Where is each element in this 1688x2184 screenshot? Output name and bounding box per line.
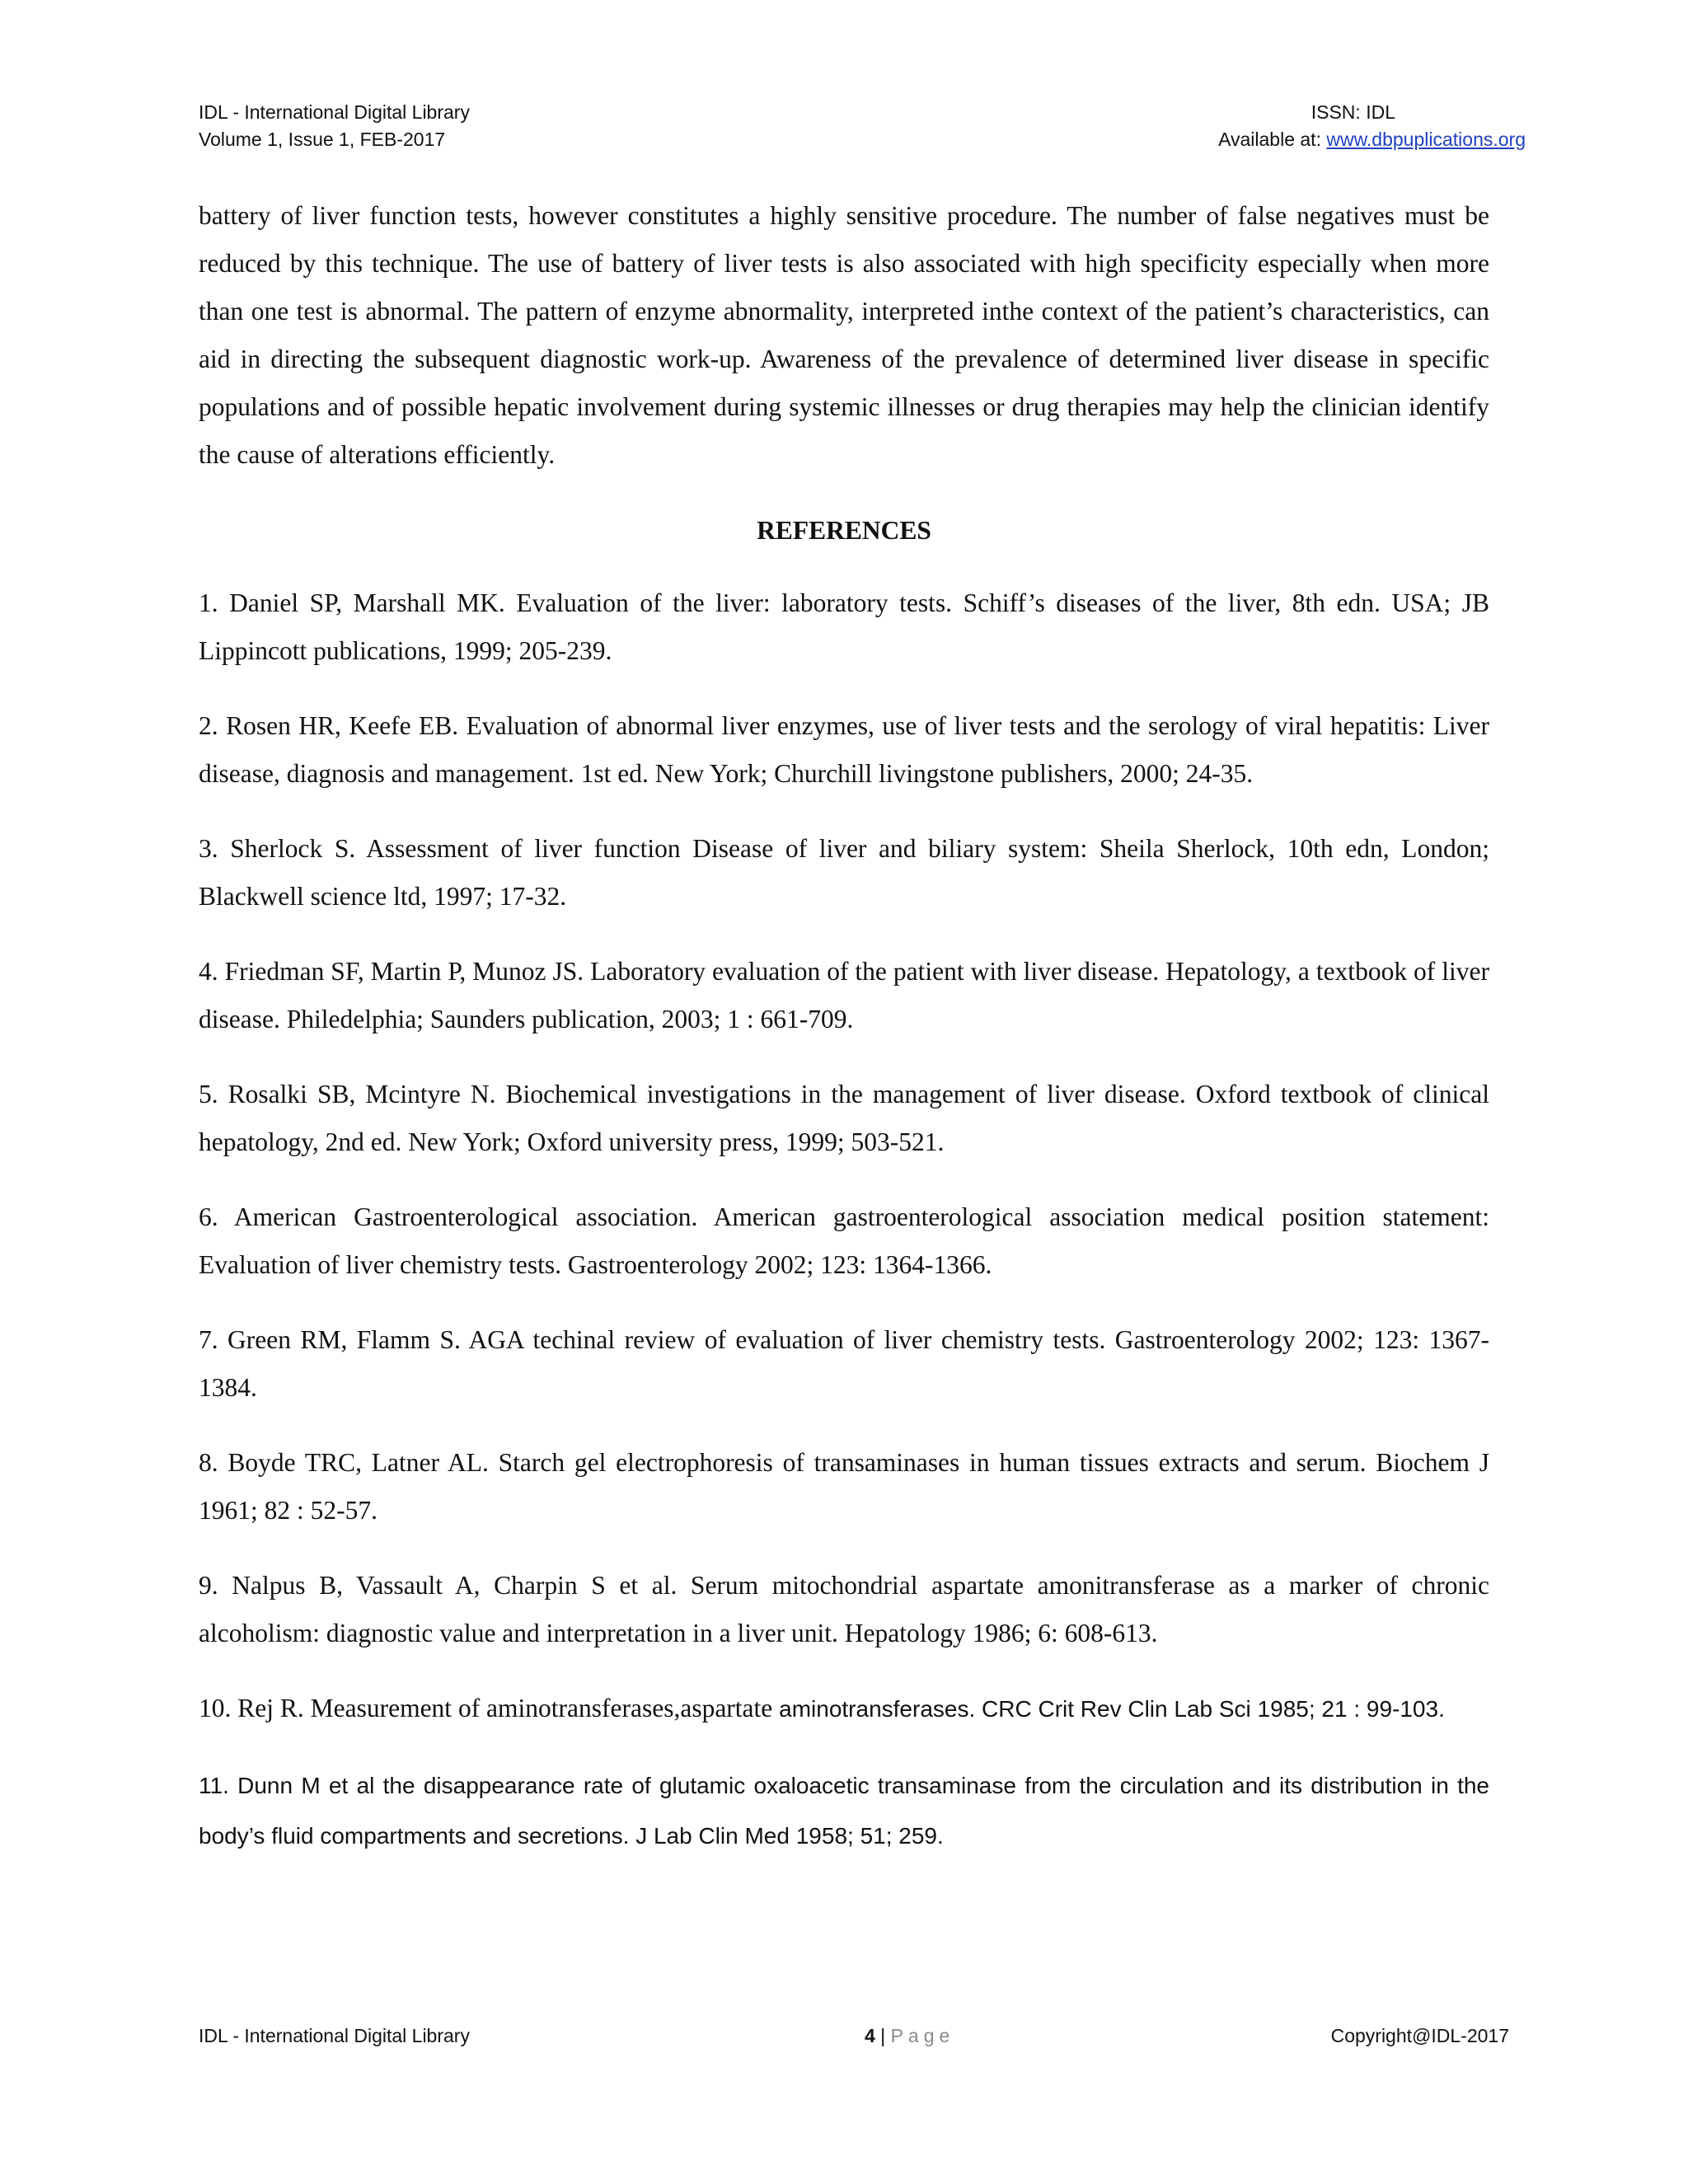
footer-copyright: Copyright@IDL-2017	[1330, 2025, 1509, 2046]
footer-library-name: IDL - International Digital Library	[199, 2025, 470, 2046]
reference-item: 6. American Gastroenterological association. American gastroenterological association medical position statement: Evaluation of liver chemistry tests. Gastroenterology 2002; 123: 1364-1366.	[199, 1202, 1489, 1279]
reference-item: 8. Boyde TRC, Latner AL. Starch gel electrophoresis of transaminases in human tissues extracts and serum. Biochem J 1961; 82 : 52-57.	[199, 1448, 1489, 1525]
header-left	[199, 99, 470, 153]
references-heading: REFERENCES	[757, 516, 931, 545]
reference-item-11: 11. Dunn M et al the disappearance rate of glutamic oxaloacetic transaminase from the circulation and its distribution in the body’s fluid compartments and secretions. J Lab Clin Med 1958; 51; 259.	[199, 1773, 1489, 1849]
header-volume-issue: Volume 1, Issue 1, FEB-2017	[199, 129, 446, 150]
page-word: Page	[890, 2025, 955, 2046]
header-availability	[1218, 126, 1526, 153]
reference-item: 3. Sherlock S. Assessment of liver function Disease of liver and biliary system: Sheila Sherlock, 10th edn, London; Blackwell science ltd, 1997; 17-32.	[199, 834, 1489, 911]
page-number: 4	[865, 2025, 875, 2046]
body-paragraph: battery of liver function tests, however constitutes a highly sensitive procedure. The number of false negatives must be reduced by this technique. The use of battery of liver tests is also associated with high specificity especially when more than one test is abnormal. The pattern of enzyme abnormality, interpreted inthe context of the patient’s characteristics, can aid in directing the subsequent diagnostic work-up. Awareness of the prevalence of determined liver disease in specific populations and of possible hepatic involvement during systemic illnesses or drug therapies may help the clinician identify the cause of alterations efficiently.	[199, 201, 1489, 469]
page-content	[199, 192, 1489, 1888]
reference-item: 2. Rosen HR, Keefe EB. Evaluation of abnormal liver enzymes, use of liver tests and the serology of viral hepatitis: Liver disease, diagnosis and management. 1st ed. New York; Churchill livingstone publishers, 2000; 24-35.	[199, 711, 1489, 788]
reference-item: 1. Daniel SP, Marshall MK. Evaluation of the liver: laboratory tests. Schiff’s diseases of the liver, 8th edn. USA; JB Lippincott publications, 1999; 205-239.	[199, 588, 1489, 665]
availability-label: Available at:	[1218, 129, 1327, 150]
header-issn: ISSN: IDL	[1311, 101, 1395, 123]
references-list	[199, 579, 1489, 1861]
reference-item: 7. Green RM, Flamm S. AGA techinal review of evaluation of liver chemistry tests. Gastroenterology 2002; 123: 1367-1384.	[199, 1325, 1489, 1402]
reference-10-sans-part: aminotransferases. CRC Crit Rev Clin Lab Sci 1985; 21 : 99-103.	[779, 1696, 1445, 1722]
header-right	[1218, 99, 1526, 153]
page-footer	[199, 2021, 1509, 2050]
reference-10-serif-part: 10. Rej R. Measurement of aminotransferases,aspartate	[199, 1694, 780, 1722]
header-library-name: IDL - International Digital Library	[199, 101, 470, 123]
reference-item: 4. Friedman SF, Martin P, Munoz JS. Laboratory evaluation of the patient with liver disease. Hepatology, a textbook of liver disease. Philedelphia; Saunders publication, 2003; 1 : 661-709.	[199, 957, 1489, 1033]
page-separator: |	[874, 2025, 891, 2046]
reference-item-10	[199, 1685, 1489, 1733]
footer-page-indicator	[865, 2021, 954, 2050]
reference-item: 9. Nalpus B, Vassault A, Charpin S et al. Serum mitochondrial aspartate amonitransferase as a marker of chronic alcoholism: diagnostic value and interpretation in a liver unit. Hepatology 1986; 6: 608-613.	[199, 1571, 1489, 1647]
website-link[interactable]: www.dbpuplications.org	[1326, 129, 1526, 150]
reference-item: 5. Rosalki SB, Mcintyre N. Biochemical investigations in the management of liver disease. Oxford textbook of clinical hepatology, 2nd ed. New York; Oxford university press, 1999; 503-521.	[199, 1080, 1489, 1156]
